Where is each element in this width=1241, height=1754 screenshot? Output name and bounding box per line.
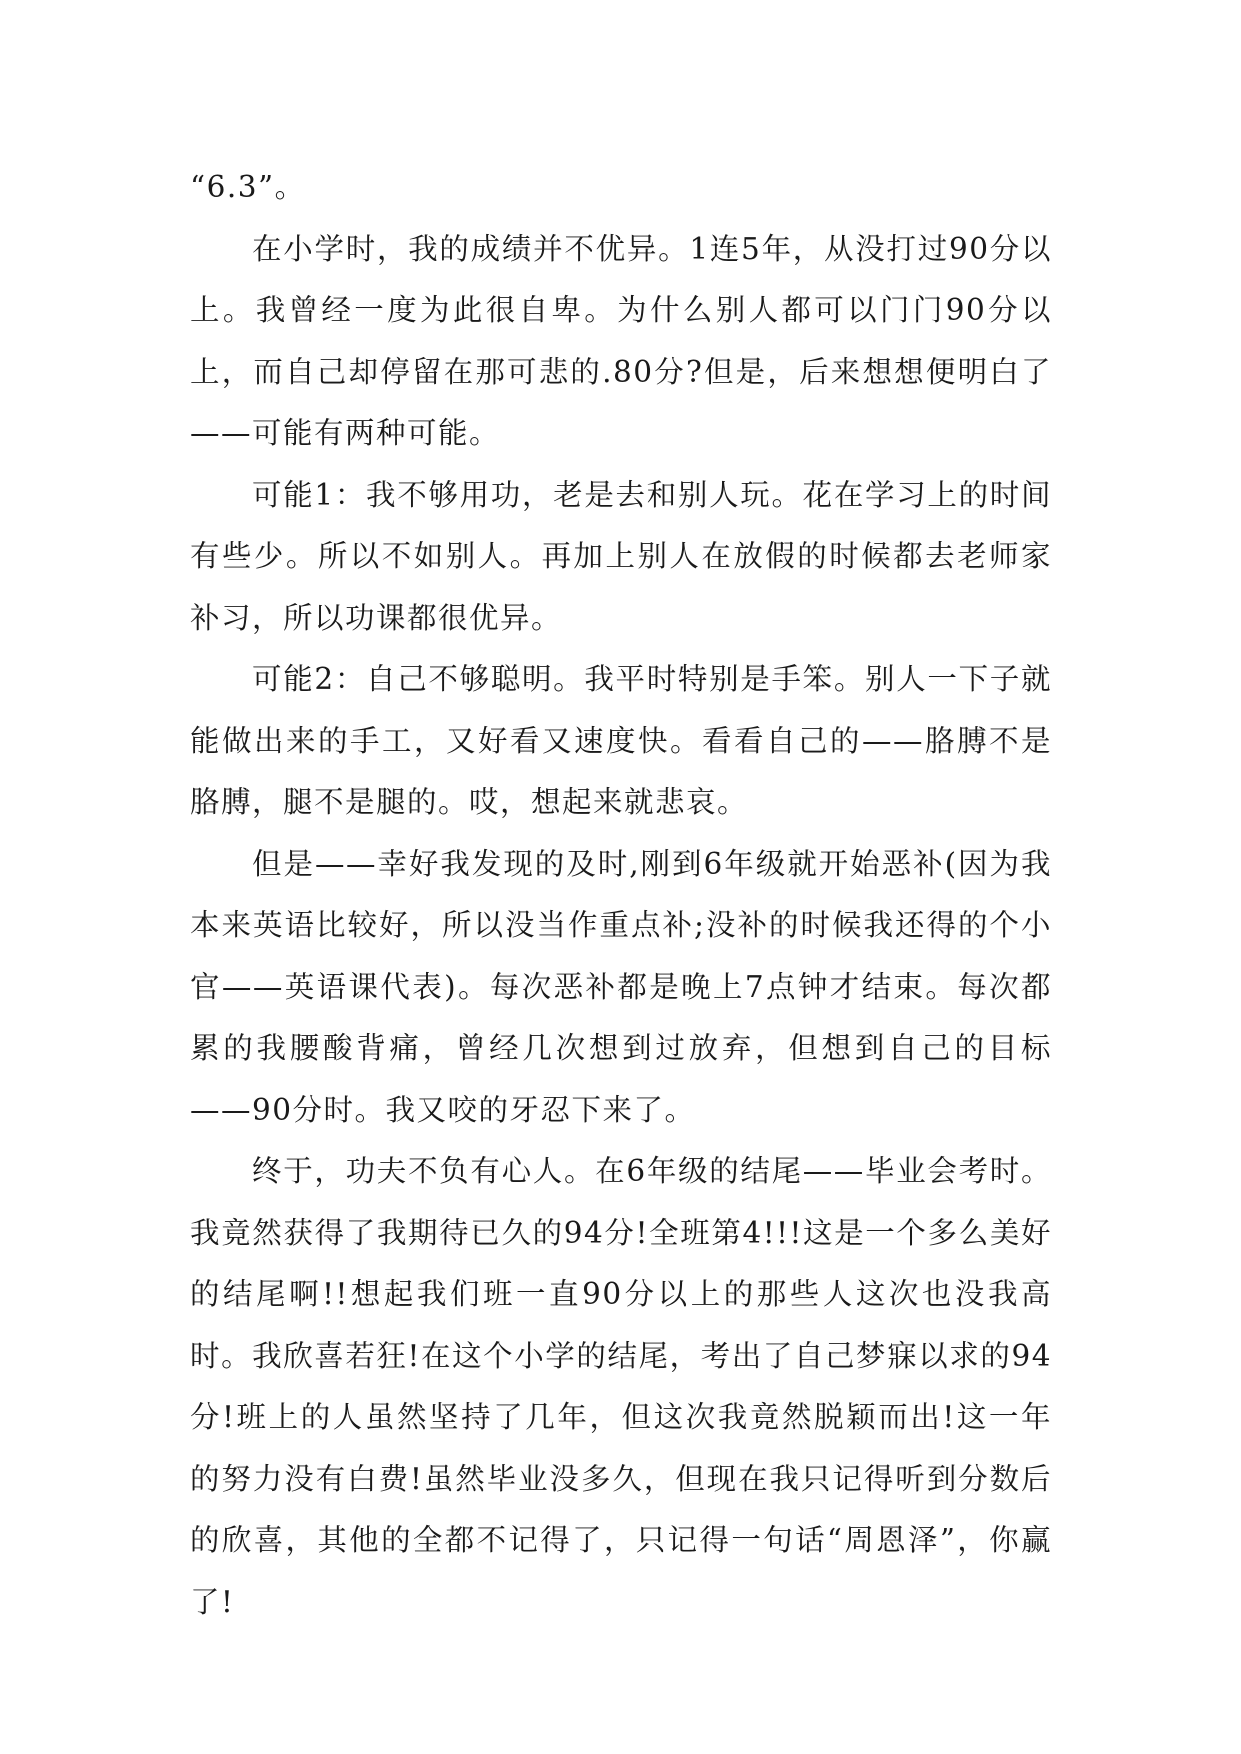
paragraph: “6.3”。 (190, 170, 306, 204)
paragraph: 可能1：我不够用功，老是去和别人玩。花在学习上的时间有些少。所以不如别人。再加上别人在放假的时候都去老师家补习，所以功课都很优异。 (190, 477, 1052, 635)
paragraph: 终于，功夫不负有心人。在6年级的结尾——毕业会考时。我竟然获得了我期待已久的94分!全班第4!!!这是一个多么美好的结尾啊!!想起我们班一直90分以上的那些人这次也没我高时。我欣喜若狂!在这个小学的结尾，考出了自己梦寐以求的94分!班上的人虽然坚持了几年，但这次我竟然脱颖而出!这一年的努力没有白费!虽然毕业没多久，但现在我只记得听到分数后的欣喜，其他的全都不记得了，只记得一句话“周恩泽”，你赢了! (190, 1154, 1052, 1619)
paragraph: 在小学时，我的成绩并不优异。1连5年，从没打过90分以上。我曾经一度为此很自卑。为什么别人都可以门门90分以上，而自己却停留在那可悲的.80分?但是，后来想想便明白了——可能有两种可能。 (190, 231, 1052, 450)
paragraph: 但是——幸好我发现的及时,刚到6年级就开始恶补(因为我本来英语比较好，所以没当作重点补;没补的时候我还得的个小官——英语课代表)。每次恶补都是晚上7点钟才结束。每次都累的我腰酸背痛，曾经几次想到过放弃，但想到自己的目标——90分时。我又咬的牙忍下来了。 (190, 846, 1052, 1127)
body-text (190, 157, 1052, 1633)
paragraph: 可能2：自己不够聪明。我平时特别是手笨。别人一下子就能做出来的手工，又好看又速度快。看看自己的——胳膊不是胳膊，腿不是腿的。哎，想起来就悲哀。 (190, 662, 1052, 819)
